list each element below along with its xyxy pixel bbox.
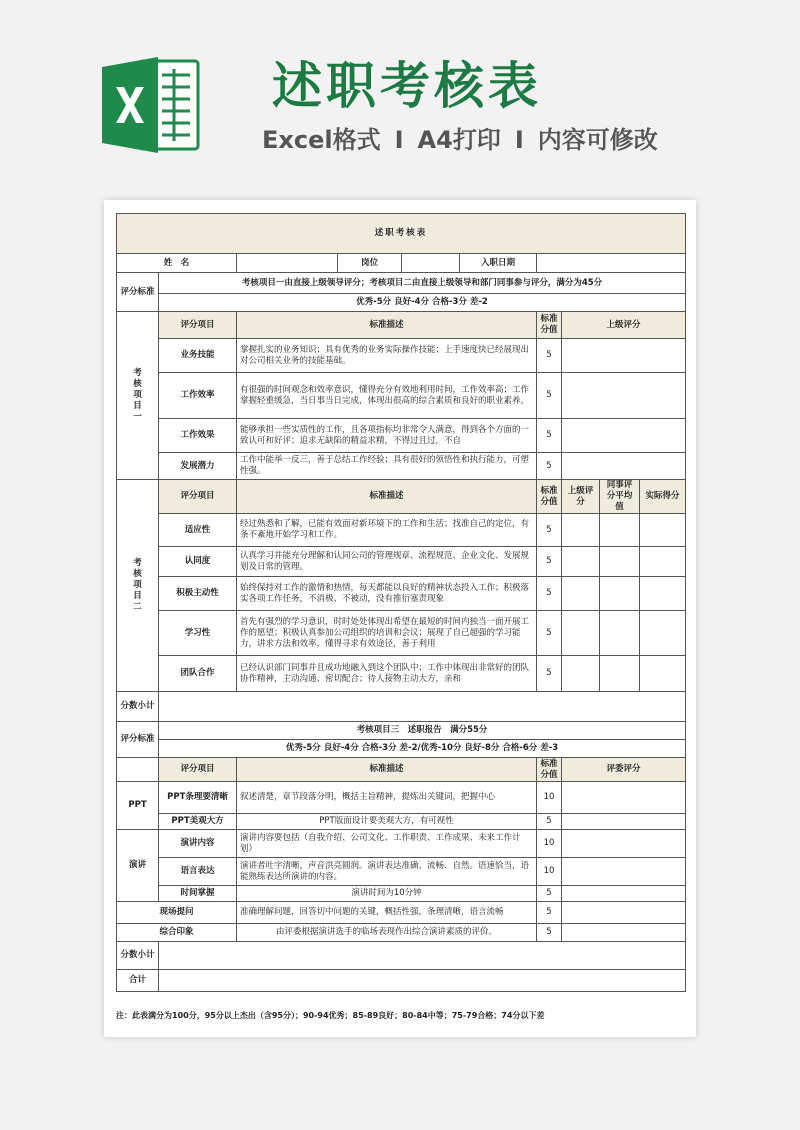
item-name: PPT美观大方 [159,814,237,830]
header-item: 评分项目 [159,758,237,782]
form-title: 述职考核表 [117,214,686,254]
header-superior-short: 上级评分 [562,480,600,514]
table-row [117,814,686,830]
item-desc: 工作中能举一反三，善于总结工作经验；具有很好的领悟性和执行能力，可塑性强。 [237,453,537,480]
item-desc: 由评委根据演讲选手的临场表现作出综合演讲素质的评价。 [237,924,537,942]
standard-label: 评分标准 [117,722,159,758]
section3-title: 考核项目三 述职报告 满分55分 [159,722,686,740]
judge-score-input[interactable] [562,886,686,902]
item-desc: 有很强的时间观念和效率意识，懂得充分有效地利用时间，工作效率高；工作掌握轻重缓急，当日事当日完成，体现出很高的综合素质和良好的职业素养。 [237,373,537,419]
subtotal-row [117,692,686,722]
item-score: 5 [537,656,562,692]
item-score: 5 [537,373,562,419]
item-name: 现场提问 [117,902,237,924]
judge-score-input[interactable] [562,782,686,814]
section2-header-row [117,480,686,514]
position-label: 岗位 [338,254,402,272]
table-row [117,902,686,924]
judge-score-input[interactable] [562,924,686,942]
grade-text-2: 优秀-5分 良好-4分 合格-3分 差-2/优秀-10分 良好-8分 合格-6分 差-3 [159,740,686,758]
grade-row [117,294,686,312]
header-desc: 标准描述 [237,758,537,782]
position-input[interactable] [402,254,460,272]
table-row [117,547,686,577]
header-item: 评分项目 [159,480,237,514]
item-name: 工作效果 [159,419,237,453]
blank-cell [117,758,159,782]
item-name: 语言表达 [159,858,237,886]
name-position-cells[interactable] [237,254,537,273]
standard-row [117,273,686,294]
actual-score-input[interactable] [640,547,686,577]
title-row [117,214,686,254]
info-row [117,254,686,273]
item-name: 认同度 [159,547,237,577]
total-row [117,970,686,992]
document-sheet [104,200,696,1037]
table-row [117,830,686,858]
actual-score-input[interactable] [640,611,686,656]
peer-score-input[interactable] [600,611,640,656]
item-desc: 已经认识部门同事并且成功地融入到这个团队中；工作中体现出非常好的团队协作精神，主动沟通、密切配合；待人接物主动大方，亲和 [237,656,537,692]
standard-label: 评分标准 [117,273,159,312]
item-desc: 认真学习并能充分理解和认同公司的管理规章、流程规范、企业文化、发展规划及日常的管理。 [237,547,537,577]
superior-score-input[interactable] [562,656,600,692]
item-score: 5 [537,924,562,942]
banner-title: 述职考核表 [272,57,542,115]
item-desc: 演讲内容要包括（自我介绍、公司文化、工作职责、工作成果、未来工作计划） [237,830,537,858]
section1-header-row [117,312,686,339]
table-row [117,886,686,902]
table-row [117,656,686,692]
superior-score-input[interactable] [562,419,686,453]
superior-score-input[interactable] [562,577,600,611]
item-desc: 准确理解问题，回答切中问题的关键，概括性强，条理清晰，语言流畅 [237,902,537,924]
subtotal-input[interactable] [159,692,686,722]
judge-score-input[interactable] [562,830,686,858]
item-name: 业务技能 [159,339,237,373]
item-name: 积极主动性 [159,577,237,611]
judge-score-input[interactable] [562,858,686,886]
header-item: 评分项目 [159,312,237,339]
section1-label: 考 核 项 目 一 [117,312,159,480]
superior-score-input[interactable] [562,373,686,419]
actual-score-input[interactable] [640,514,686,547]
table-row [117,858,686,886]
superior-score-input[interactable] [562,547,600,577]
item-desc: 演讲者吐字清晰，声音洪亮圆润。演讲表达准确、流畅、自然。语速恰当，语能熟练表达所演讲的内容。 [237,858,537,886]
item-desc: PPT版面设计要美观大方，有可视性 [237,814,537,830]
speech-label: 演讲 [117,830,159,902]
actual-score-input[interactable] [640,656,686,692]
item-score: 5 [537,814,562,830]
section3-header-row [117,758,686,782]
item-score: 5 [537,902,562,924]
item-name: 学习性 [159,611,237,656]
hire-date-input[interactable] [537,254,686,273]
edit-text: 内容可修改 [537,126,658,154]
name-label: 姓 名 [117,254,237,273]
header-desc: 标准描述 [237,312,537,339]
subtotal-input[interactable] [159,942,686,970]
item-desc: 始终保持对工作的激情和热情，每天都能以良好的精神状态投入工作；积极落实各项工作任务，不消极、不被动，没有推衍塞责现象 [237,577,537,611]
header-score: 标准分值 [537,758,562,782]
item-name: 综合印象 [117,924,237,942]
table-row [117,514,686,547]
subtotal-label: 分数小计 [117,942,159,970]
table-row [117,611,686,656]
item-desc: 能够承担一些实质性的工作，且各项指标均非常令人满意，得到各个方面的一致认可和好评；追求无缺陷的精益求精，不得过且过，不自 [237,419,537,453]
item-score: 5 [537,886,562,902]
total-label: 合计 [117,970,159,992]
item-name: 时间掌握 [159,886,237,902]
section2-label: 考 核 项 目 二 [117,480,159,692]
item-score: 5 [537,419,562,453]
table-row [117,373,686,419]
item-score: 5 [537,577,562,611]
footnote: 注：此表满分为100分，95分以上杰出（含95分）；90-94优秀；85-89良好；80-84中等；75-79合格；74分以下差 [116,1011,545,1020]
header-peer-avg: 同事评分平均值 [600,480,640,514]
table-row [117,924,686,942]
table-row [117,453,686,480]
item-desc: 演讲时间为10分钟 [237,886,537,902]
superior-score-input[interactable] [562,611,600,656]
total-input[interactable] [159,970,686,992]
header-score: 标准分值 [537,312,562,339]
item-name: 适应性 [159,514,237,547]
ppt-label: PPT [117,782,159,830]
item-desc: 掌握扎实的业务知识；具有优秀的业务实际操作技能；上手速度快已经展现出对公司相关业务的技能基础。 [237,339,537,373]
excel-logo-icon [102,57,202,153]
hire-date-label: 入职日期 [480,258,515,268]
item-score: 5 [537,611,562,656]
section3-title-row [117,722,686,740]
item-desc: 叙述清楚，章节段落分明，概括主旨精神，提炼出关键词，把握中心 [237,782,537,814]
header-score: 标准分值 [537,480,562,514]
assessment-table [116,213,686,992]
peer-score-input[interactable] [600,547,640,577]
peer-score-input[interactable] [600,514,640,547]
item-score: 5 [537,339,562,373]
item-score: 10 [537,782,562,814]
item-score: 10 [537,830,562,858]
item-score: 5 [537,453,562,480]
peer-score-input[interactable] [600,577,640,611]
header-superior: 上级评分 [562,312,686,339]
header-desc: 标准描述 [237,480,537,514]
item-name: PPT条理要清晰 [159,782,237,814]
table-row [117,419,686,453]
subtotal-label: 分数小计 [117,692,159,722]
item-desc: 首先有强烈的学习意识，时时处处体现出希望在最短的时间内独当一面开展工作的愿望；积极认真参加公司组织的培训和会议；展现了自己超强的学习能力，讲求方法和效率，懂得寻求有效途径，善于利用 [237,611,537,656]
grade-row-2 [117,740,686,758]
table-row [117,577,686,611]
item-name: 发展潜力 [159,453,237,480]
format-text: Excel格式 [262,126,381,154]
subtotal-row [117,942,686,970]
peer-score-input[interactable] [600,656,640,692]
separator: I [394,126,404,154]
judge-score-input[interactable] [562,814,686,830]
item-name: 团队合作 [159,656,237,692]
judge-score-input[interactable] [562,902,686,924]
standard-text: 考核项目一由直接上级领导评分；考核项目二由直接上级领导和部门同事参与评分，满分为45分 [159,273,686,294]
item-name: 演讲内容 [159,830,237,858]
item-score: 5 [537,547,562,577]
banner-subtitle [262,124,658,156]
item-score: 5 [537,514,562,547]
table-row [117,339,686,373]
item-desc: 经过熟悉和了解，已能有效面对新环境下的工作和生活；找准自己的定位，有条不紊地开始学习和工作。 [237,514,537,547]
item-name: 工作效率 [159,373,237,419]
superior-score-input[interactable] [562,514,600,547]
grade-text: 优秀-5分 良好-4分 合格-3分 差-2 [159,294,686,312]
print-text: A4打印 [417,126,501,154]
header-judge: 评委评分 [562,758,686,782]
header-actual: 实际得分 [640,480,686,514]
name-input[interactable] [237,254,338,272]
item-score: 10 [537,858,562,886]
actual-score-input[interactable] [640,577,686,611]
table-row [117,782,686,814]
superior-score-input[interactable] [562,339,686,373]
superior-score-input[interactable] [562,453,686,480]
separator: I [514,126,524,154]
